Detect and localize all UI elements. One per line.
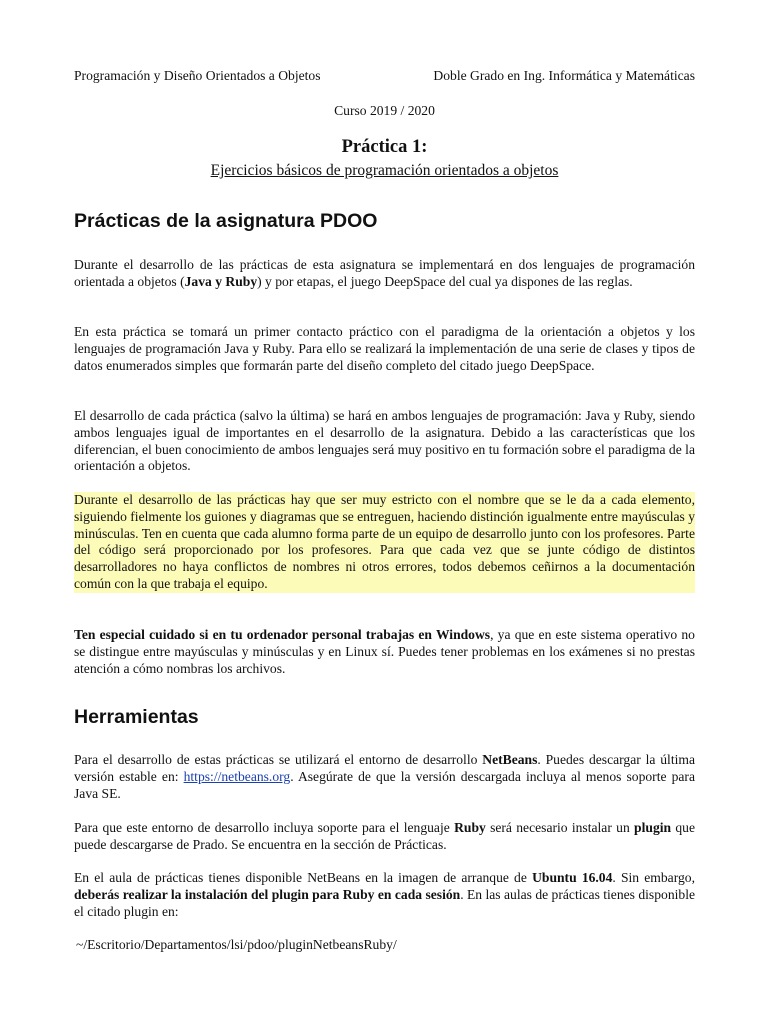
header-degree-name: Doble Grado en Ing. Informática y Matemáticas xyxy=(433,68,695,83)
paragraph-lab-ubuntu: En el aula de prácticas tienes disponible NetBeans en la imagen de arranque de Ubuntu 16.04. Sin embargo, deberás realizar la instalación del plugin para Ruby en cada sesión. En las aulas de prácticas tienes disponible el citado plugin en: xyxy=(74,870,696,919)
netbeans-link[interactable]: https://netbeans.org xyxy=(183,768,291,784)
section-heading-herramientas: Herramientas xyxy=(74,706,199,728)
section-heading-practicas: Prácticas de la asignatura PDOO xyxy=(74,210,378,232)
highlighted-paragraph-naming: Durante el desarrollo de las prácticas hay que ser muy estricto con el nombre que se le da a cada elemento, siguiendo fielmente los guiones y diagramas que se entreguen, haciendo distinción igualmente entre mayúsculas y minúsculas. Ten en cuenta que cada alumno forma parte de un equipo de desarrollo junto con los profesores. Parte del código será proporcionado por los profesores. Para que cada vez que se junte código de distintos desarrolladores no haya conflictos de nombres ni otros errores, todos debemos ceñirnos a la documentación común con la que trabaja el equipo. xyxy=(74,492,695,591)
paragraph-both-languages: El desarrollo de cada práctica (salvo la última) se hará en ambos lenguajes de programación: Java y Ruby, siendo ambos lenguajes igual de importantes en el desarrollo de la asignatura. Debido a las características que los diferencian, el buen conocimiento de ambos lenguajes será muy positivo en tu formación sobre el paradigma de la orientación a objetos. xyxy=(74,408,695,474)
paragraph-ruby-plugin: Para que este entorno de desarrollo incluya soporte para el lenguaje Ruby será necesario instalar un plugin que puede descargarse de Prado. Se encuentra en la sección de Prácticas. xyxy=(74,820,695,852)
academic-year: Curso 2019 / 2020 xyxy=(334,103,435,118)
paragraph-intro: Durante el desarrollo de las prácticas de esta asignatura se implementará en dos lenguajes de programación orientada a objetos (Java y Ruby) y por etapas, el juego DeepSpace del cual ya dispones de las reglas. xyxy=(74,257,695,289)
paragraph-first-contact: En esta práctica se tomará un primer contacto práctico con el paradigma de la orientación a objetos y los lenguajes de programación Java y Ruby. Para ello se realizará la implementación de una serie de clases y tipos de datos enumerados simples que formarán parte del diseño completo del citado juego DeepSpace. xyxy=(74,324,695,373)
header-course-name: Programación y Diseño Orientados a Objetos xyxy=(74,68,321,83)
paragraph-windows-warning: Ten especial cuidado si en tu ordenador personal trabajas en Windows, ya que en este sistema operativo no se distingue entre mayúsculas y minúsculas y en Linux sí. Puedes tener problemas en los exámenes si no prestas atención a cómo nombras los archivos. xyxy=(74,627,695,676)
paragraph-netbeans: Para el desarrollo de estas prácticas se utilizará el entorno de desarrollo NetBeans. Puedes descargar la última versión estable en: https://netbeans.org. Asegúrate de que la versión descargada incluya al menos soporte para Java SE. xyxy=(74,752,695,801)
practice-subtitle: Ejercicios básicos de programación orientados a objetos xyxy=(210,162,559,179)
practice-title: Práctica 1: xyxy=(341,137,428,157)
plugin-path: ~/Escritorio/Departamentos/lsi/pdoo/pluginNetbeansRuby/ xyxy=(76,937,397,952)
